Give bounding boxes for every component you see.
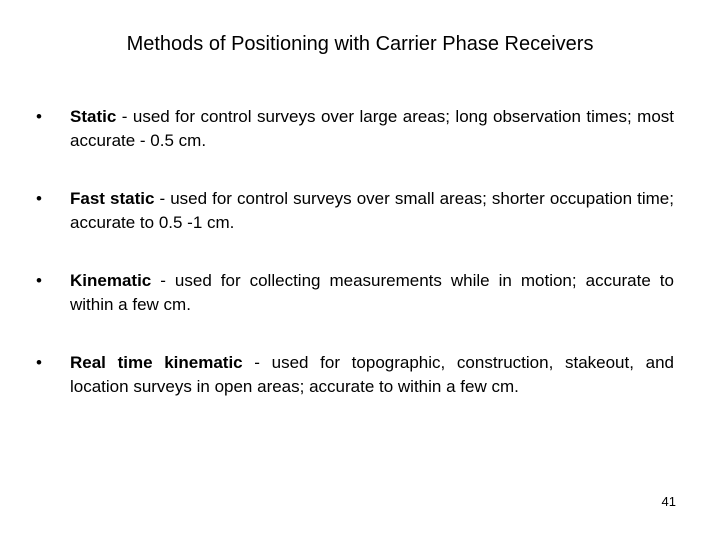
bullet-marker: • <box>36 107 42 126</box>
bullet-term: Static <box>70 107 117 126</box>
bullet-marker: • <box>36 353 42 372</box>
bullet-item-kinematic <box>36 269 674 317</box>
bullet-term: Kinematic <box>70 271 152 290</box>
slide-title: Methods of Positioning with Carrier Phase Receivers <box>126 33 594 55</box>
bullet-term: Real time kinematic <box>70 353 243 372</box>
bullet-description: - used for control surveys over small areas; shorter occupation time; accurate to 0.5 -1 cm. <box>70 189 674 232</box>
bullet-term: Fast static <box>70 189 155 208</box>
bullet-marker: • <box>36 189 42 208</box>
bullet-item-fast-static <box>36 187 674 235</box>
bullet-item-static <box>36 105 674 153</box>
bullet-list <box>36 105 674 433</box>
bullet-marker: • <box>36 271 42 290</box>
bullet-item-real-time-kinematic <box>36 351 674 399</box>
bullet-description: - used for control surveys over large areas; long observation times; most accurate - 0.5 cm. <box>70 107 674 150</box>
bullet-description: - used for collecting measurements while in motion; accurate to within a few cm. <box>70 271 674 314</box>
bullet-description: - used for topographic, construction, stakeout, and location surveys in open areas; accurate to within a few cm. <box>70 353 674 396</box>
page-number: 41 <box>661 494 676 509</box>
